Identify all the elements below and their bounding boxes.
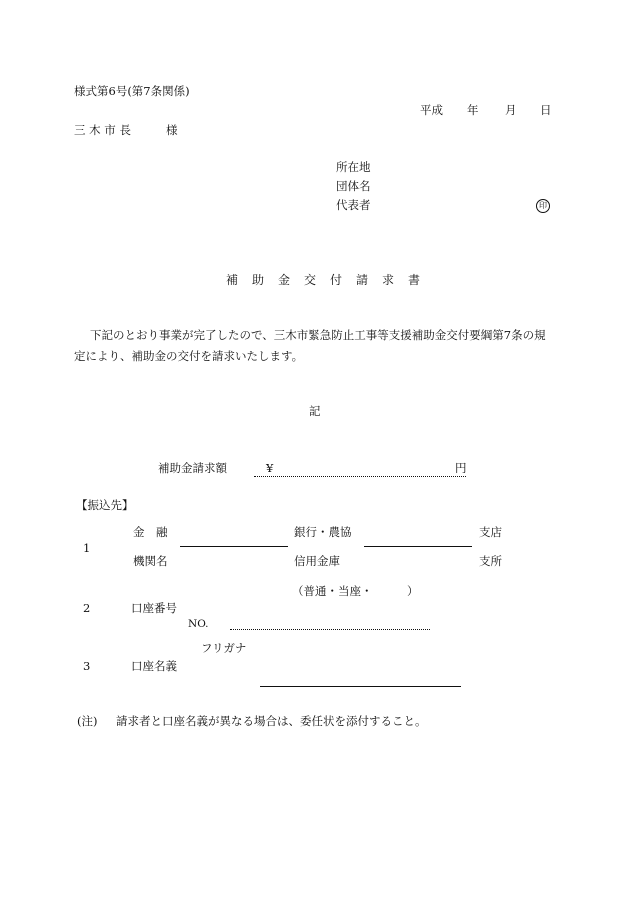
account-number-field[interactable] <box>230 629 430 630</box>
amount-field[interactable] <box>254 476 466 477</box>
branch-bottom: 支所 <box>479 554 502 568</box>
amount-label: 補助金請求額 <box>158 461 227 475</box>
financial-label-bottom: 機関名 <box>133 554 168 568</box>
note-text: 請求者と口座名義が異なる場合は、委任状を添付すること。 <box>116 714 427 728</box>
document-title: 補助金交付請求書 <box>226 273 435 287</box>
currency-symbol: ¥ <box>266 461 274 475</box>
amount-unit: 円 <box>455 461 467 475</box>
branch-top: 支店 <box>479 525 502 539</box>
date-year: 年 <box>467 103 479 117</box>
address-label: 所在地 <box>336 160 371 174</box>
furigana-label: フリガナ <box>201 641 247 655</box>
account-type: （普通・当座・ ） <box>292 584 419 598</box>
item-2-number: 2 <box>83 601 91 615</box>
form-number: 様式第6号(第7条関係) <box>74 84 190 98</box>
representative-label: 代表者 <box>336 198 371 212</box>
item-3-number: 3 <box>83 659 91 673</box>
bank-name-field[interactable] <box>180 546 288 547</box>
seal-mark: 印 <box>536 199 550 213</box>
body-line-1: 下記のとおり事業が完了したので、三木市緊急防止工事等支援補助金交付要綱第7条の規 <box>90 328 546 342</box>
date-month: 月 <box>505 103 517 117</box>
ki-heading: 記 <box>309 404 321 418</box>
date-day: 日 <box>540 103 552 117</box>
organization-label: 団体名 <box>336 179 371 193</box>
account-no-prefix: NO. <box>188 618 209 630</box>
item-1-number: 1 <box>83 541 91 555</box>
addressee-suffix: 様 <box>166 123 178 137</box>
note-label: (注) <box>77 714 98 728</box>
addressee: 三 木 市 長 <box>74 123 131 137</box>
bank-type-bottom: 信用金庫 <box>294 554 340 568</box>
financial-label-top: 金 融 <box>133 525 168 539</box>
body-line-2: 定により、補助金の交付を請求いたします。 <box>74 349 304 363</box>
account-number-label: 口座番号 <box>131 601 177 615</box>
date-era: 平成 <box>420 103 443 117</box>
account-holder-label: 口座名義 <box>131 659 177 673</box>
branch-name-field[interactable] <box>364 546 472 547</box>
account-holder-field[interactable] <box>260 686 461 687</box>
transfer-heading: 【振込先】 <box>76 498 134 512</box>
bank-type-top: 銀行・農協 <box>294 525 352 539</box>
